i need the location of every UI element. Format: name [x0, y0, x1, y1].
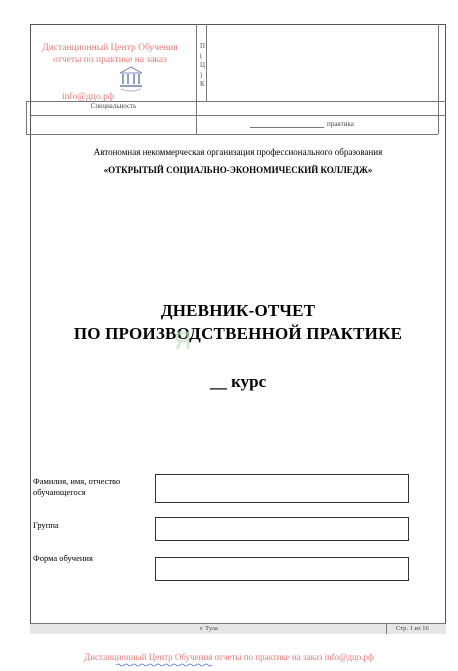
organization-line: Автономная некоммерческая организация профессионального образования	[93, 147, 383, 157]
practice-blank-line	[250, 121, 324, 128]
side-letter: К	[200, 80, 205, 88]
watermark-line-1: Дистанционный Центр Обучения	[42, 43, 178, 53]
page-title-line-2: ПО ПРОИЗВОДСТВЕННОЙ ПРАКТИКЕ	[73, 324, 403, 343]
full-name-field[interactable]	[155, 474, 409, 503]
faint-logo-icon	[172, 330, 194, 352]
college-emblem-icon	[118, 65, 144, 93]
course-label: __ курс	[209, 372, 267, 391]
header-row-line-2	[30, 115, 446, 116]
group-field[interactable]	[155, 517, 409, 541]
header-divider-right	[438, 24, 439, 134]
side-letter: Ц	[200, 61, 206, 69]
study-form-label: Форма обучения	[33, 553, 93, 563]
page-title-line-1: ДНЕВНИК-ОТЧЕТ	[160, 301, 316, 320]
header-divider-left	[26, 101, 27, 134]
full-name-label: Фамилия, имя, отчество обучающегося	[33, 476, 121, 497]
group-label: Группа	[33, 520, 59, 530]
side-letters	[200, 42, 208, 90]
specialty-label: Специальность	[90, 102, 137, 110]
page-footer	[30, 623, 446, 634]
side-letter: )	[200, 70, 203, 79]
spellcheck-underline	[116, 663, 214, 667]
college-name: «ОТКРЫТЫЙ СОЦИАЛЬНО-ЭКОНОМИЧЕСКИЙ КОЛЛЕДЖ»	[103, 165, 373, 175]
side-letter: (	[200, 51, 203, 60]
watermark-footer: Дистанционный Центр Обучения отчеты по практике на заказ info@дцо.рф	[84, 652, 374, 662]
study-form-field[interactable]	[155, 557, 409, 581]
watermark-line-2: отчеты по практике на заказ	[53, 55, 167, 65]
email-link[interactable]: info@дцо.рф	[62, 92, 114, 102]
footer-divider	[386, 623, 387, 634]
header-tick-1	[26, 101, 30, 102]
header-tick-2	[26, 134, 30, 135]
header-divider-vertical	[196, 24, 197, 134]
footer-city: г. Тула	[200, 625, 218, 632]
header-row-line-3	[30, 134, 438, 135]
footer-page-number: Стр. 1 из 16	[396, 625, 429, 632]
practice-label: практика	[327, 120, 354, 128]
side-letter: П	[200, 42, 206, 50]
watermark-header	[32, 42, 188, 66]
